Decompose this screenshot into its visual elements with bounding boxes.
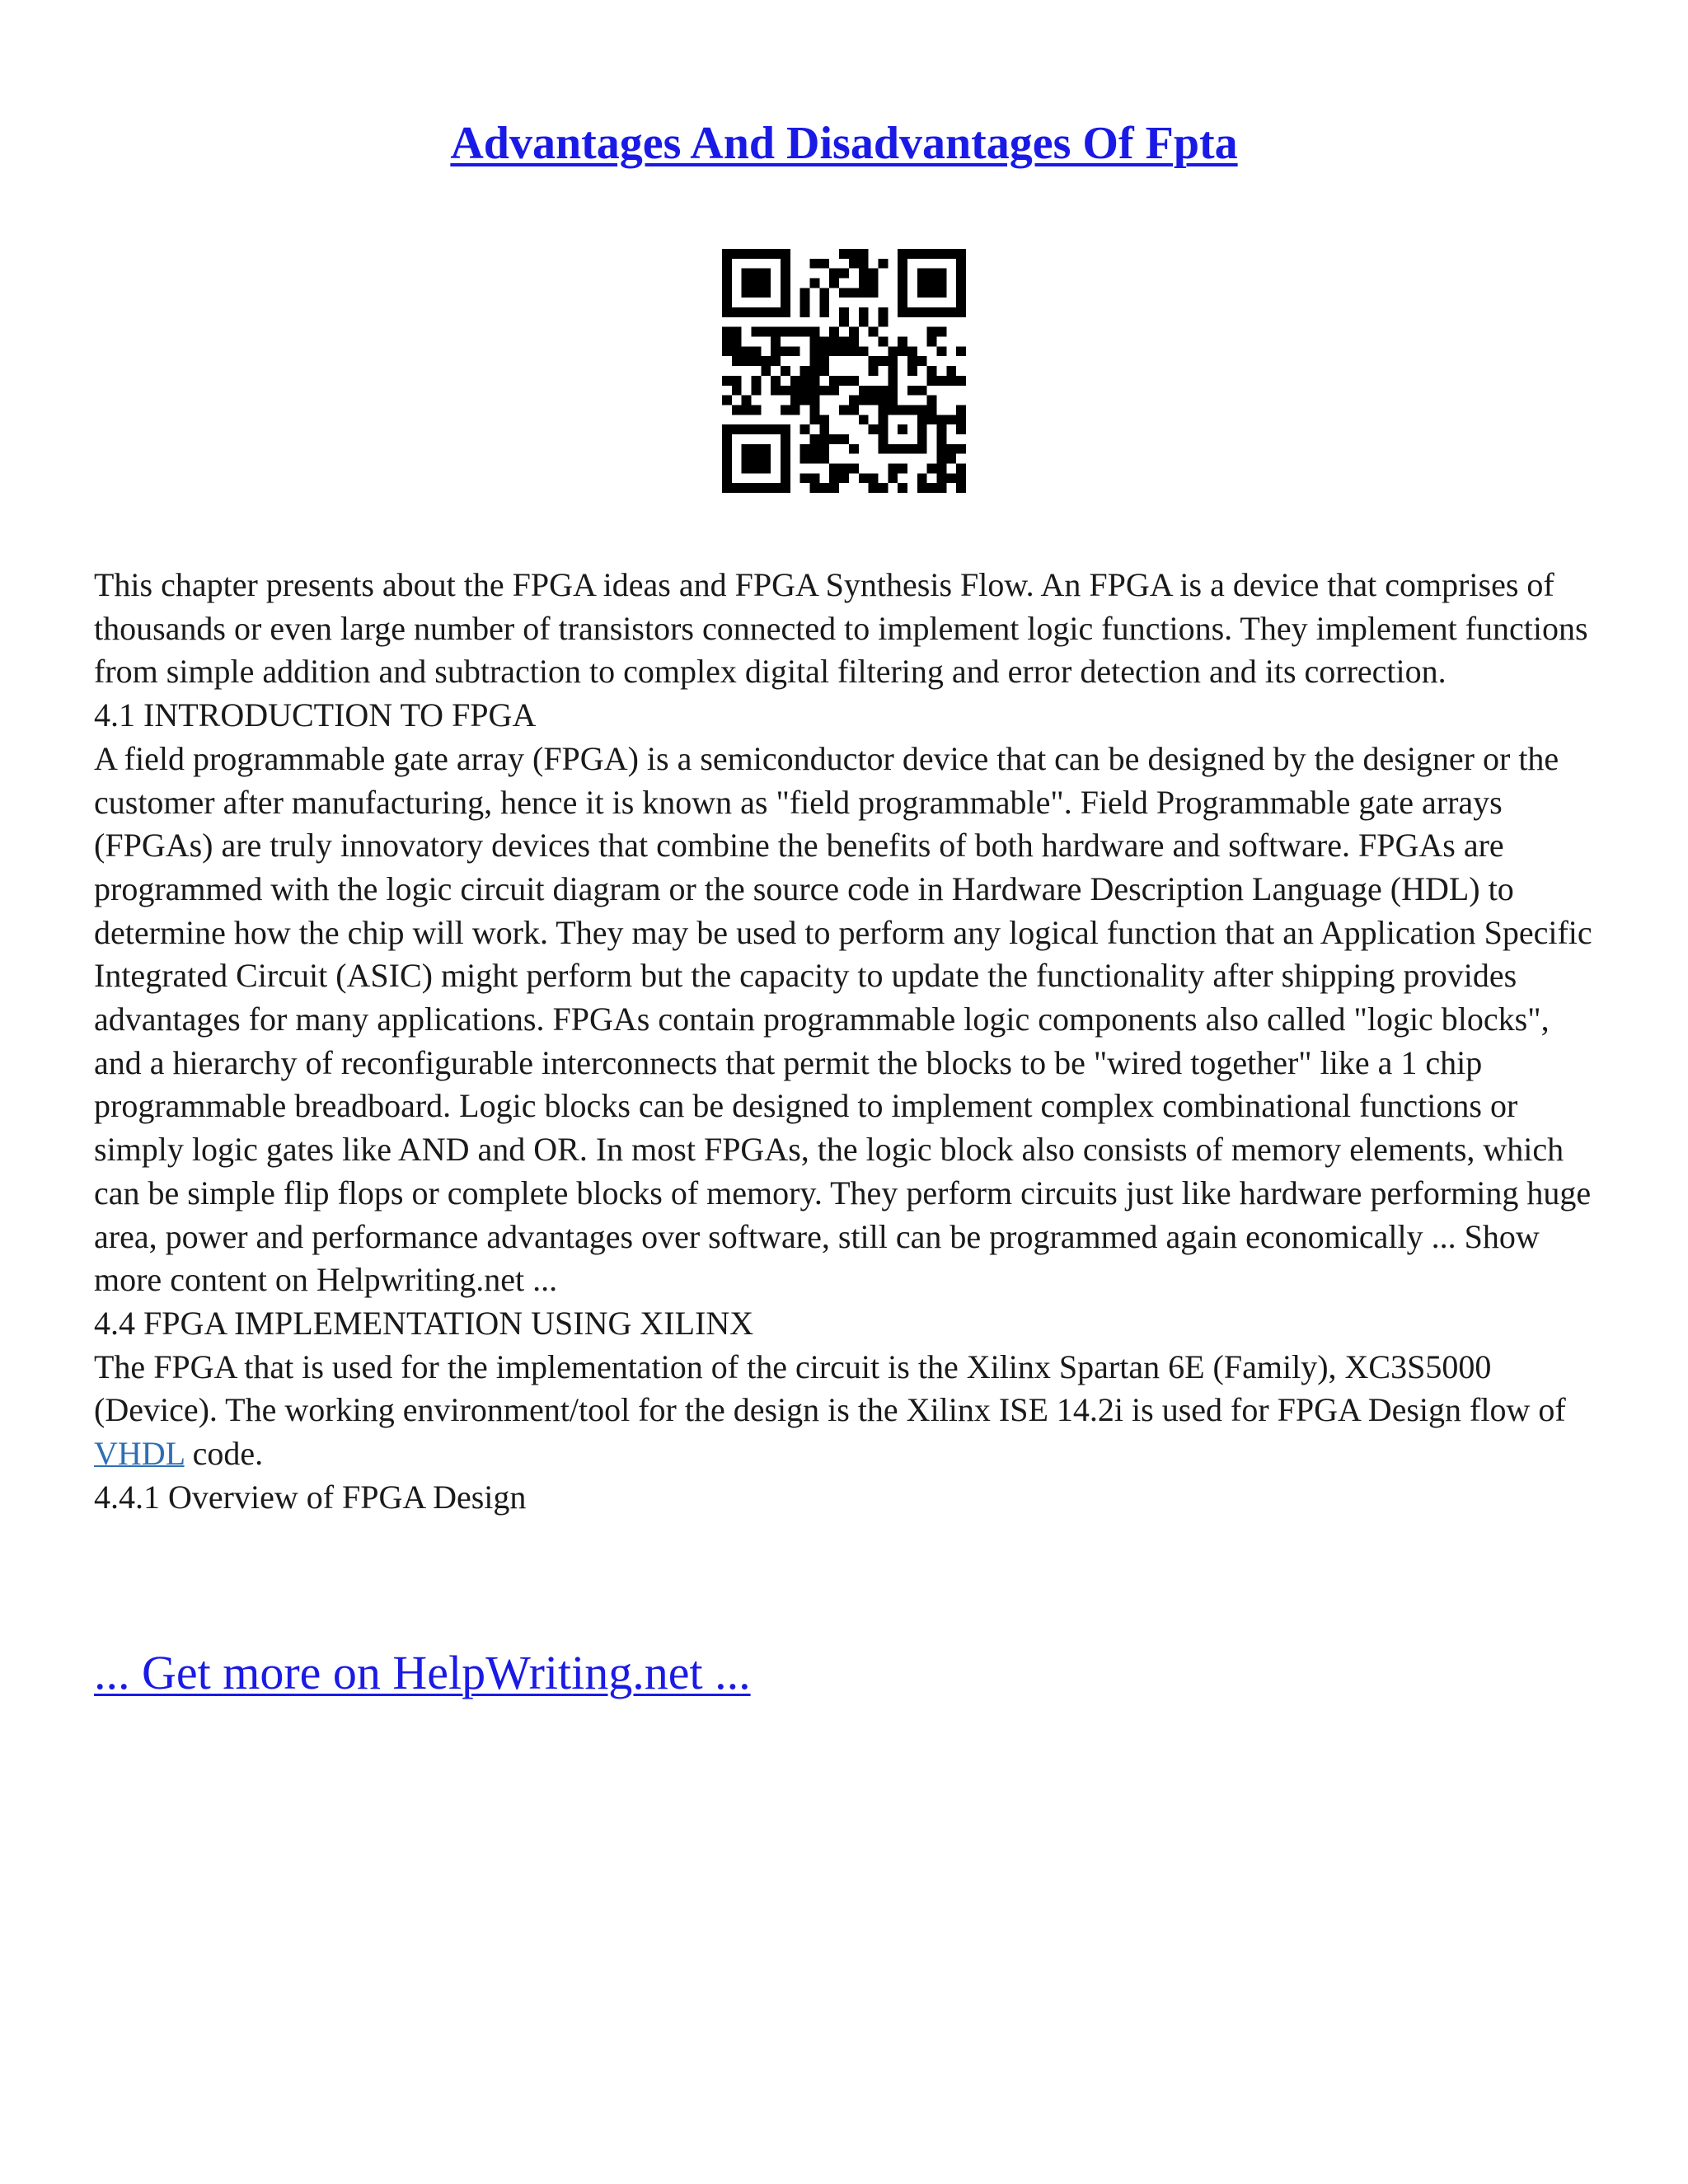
document-title: [0, 115, 1688, 171]
more-link-container: [94, 1643, 751, 1703]
section-heading-implementation: 4.4 FPGA IMPLEMENTATION USING XILINX: [94, 1304, 754, 1342]
xilinx-paragraph: [94, 1346, 1594, 1476]
title-link[interactable]: Advantages And Disadvantages Of Fpta: [450, 118, 1238, 169]
section-heading-intro: 4.1 INTRODUCTION TO FPGA: [94, 696, 537, 734]
document-body: [94, 564, 1594, 1519]
xilinx-text-before: The FPGA that is used for the implementation of the circuit is the Xilinx Spartan 6E (Family), XC3S5000 (Device). The working environment/tool for the design is the Xilinx ISE 14.2i is used for FPGA Design flow of: [94, 1347, 1566, 1429]
section-heading-overview: 4.4.1 Overview of FPGA Design: [94, 1478, 527, 1516]
xilinx-text-after: code.: [184, 1435, 264, 1473]
intro-paragraph: This chapter presents about the FPGA ideas and FPGA Synthesis Flow. An FPGA is a device that comprises of thousands or even large number of transistors connected to implement logic functions. They implement functions from simple addition and subtraction to complex digital filtering and error detection and its correction.: [94, 566, 1588, 691]
get-more-link[interactable]: ... Get more on HelpWriting.net ...: [94, 1646, 751, 1699]
fpga-description-paragraph: A field programmable gate array (FPGA) is a semiconductor device that can be designed by the designer or the customer after manufacturing, hence it is known as "field programmable". Field Programmable gate arrays (FPGAs) are truly innovatory devices that combine the benefits of both hardware and software. FPGAs are programmed with the logic circuit diagram or the source code in Hardware Description Language (HDL) to determine how the chip will work. They may be used to perform any logical function that an Application Specific Integrated Circuit (ASIC) might perform but the capacity to update the functionality after shipping provides advantages for many applications. FPGAs contain programmable logic components also called "logic blocks", and a hierarchy of reconfigurable interconnects that permit the blocks to be "wired together" like a 1 chip programmable breadboard. Logic blocks can be designed to implement complex combinational functions or simply logic gates like AND and OR. In most FPGAs, the logic block also consists of memory elements, which can be simple flip flops or complete blocks of memory. They perform circuits just like hardware performing huge area, power and performance advantages over software, still can be programmed again economically ... Show more content on Helpwriting.net ...: [94, 739, 1592, 1299]
qr-code-icon: [722, 249, 966, 493]
vhdl-link[interactable]: VHDL: [94, 1435, 185, 1473]
